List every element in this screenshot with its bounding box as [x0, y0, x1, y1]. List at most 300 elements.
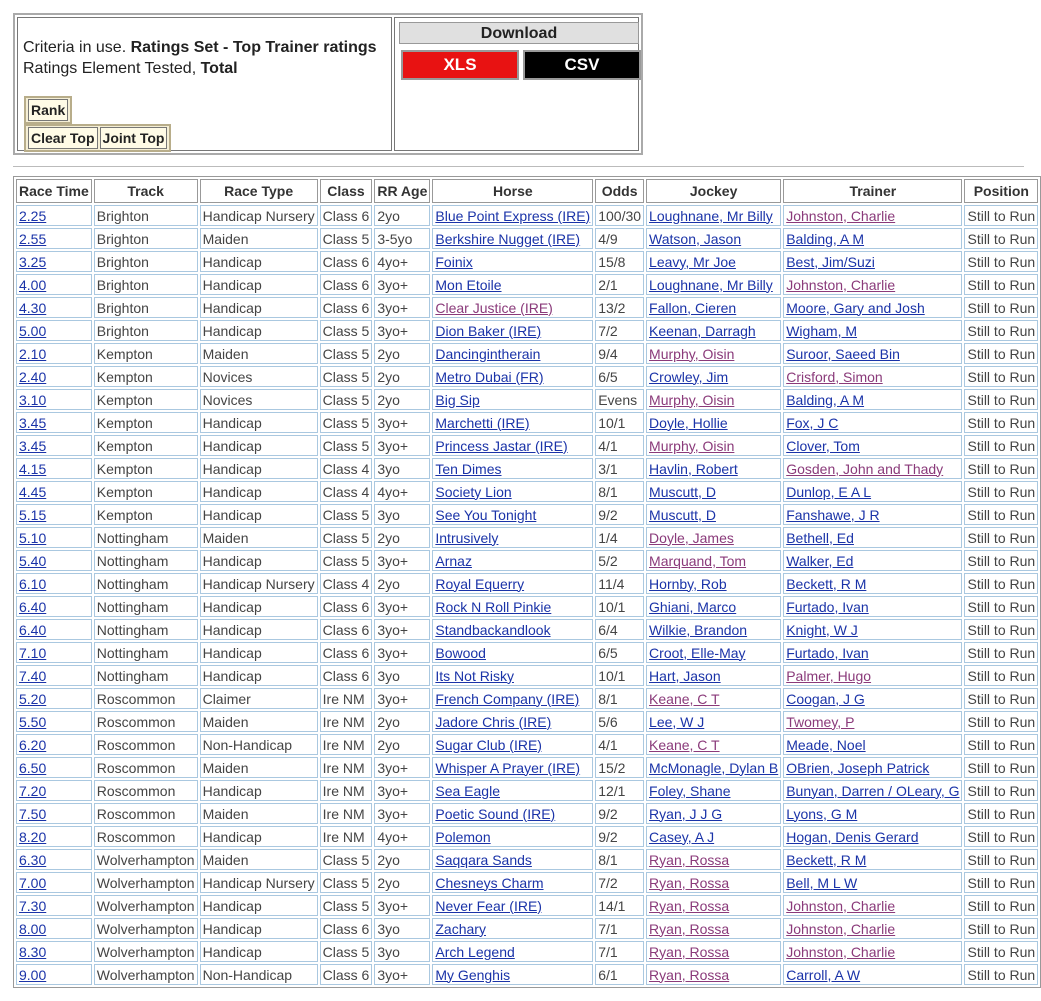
race-time-link[interactable]: 6.30: [19, 851, 47, 868]
rr-age-cell: 3-5yo: [374, 228, 430, 249]
position-cell: Still to Run: [964, 918, 1038, 939]
jockey-link[interactable]: Murphy, Oisin: [649, 437, 735, 454]
track-cell: Roscommon: [94, 780, 198, 801]
position-cell: Still to Run: [964, 872, 1038, 893]
race-type-cell: Handicap: [200, 251, 318, 272]
table-row: [16, 458, 1038, 479]
race-time-link[interactable]: 3.10: [19, 391, 47, 408]
race-time-link[interactable]: 6.10: [19, 575, 47, 592]
jockey-link[interactable]: Keane, C T: [649, 690, 720, 707]
race-time-link[interactable]: 2.25: [19, 207, 47, 224]
trainer-link[interactable]: Suroor, Saeed Bin: [786, 345, 900, 362]
col-race-type-header: Race Type: [200, 179, 318, 203]
jockey-link[interactable]: Keenan, Darragh: [649, 322, 756, 339]
race-type-cell: Non-Handicap: [200, 964, 318, 985]
track-cell: Wolverhampton: [94, 918, 198, 939]
jockey-link[interactable]: Muscutt, D: [649, 506, 716, 523]
odds-cell: 1/4: [595, 527, 644, 548]
horse-link[interactable]: My Genghis: [435, 966, 511, 983]
jockey-link[interactable]: Havlin, Robert: [649, 460, 738, 477]
trainer-cell: [783, 527, 962, 548]
race-type-cell: Handicap: [200, 274, 318, 295]
horse-link[interactable]: Big Sip: [435, 391, 480, 408]
horse-cell: [432, 757, 593, 778]
xls-download-button[interactable]: XLS: [401, 50, 519, 80]
table-row: [16, 895, 1038, 916]
trainer-link[interactable]: Clover, Tom: [786, 437, 860, 454]
class-cell: Ire NM: [320, 803, 373, 824]
jockey-link[interactable]: Muscutt, D: [649, 483, 716, 500]
odds-cell: 8/1: [595, 481, 644, 502]
race-time-cell: [16, 964, 92, 985]
trainer-cell: [783, 274, 962, 295]
horse-link[interactable]: Berkshire Nugget (IRE): [435, 230, 581, 247]
trainer-cell: [783, 481, 962, 502]
horse-link[interactable]: Clear Justice (IRE): [435, 299, 553, 316]
trainer-cell: [783, 573, 962, 594]
class-cell: Class 5: [320, 228, 373, 249]
horse-link[interactable]: Ten Dimes: [435, 460, 502, 477]
trainer-link[interactable]: Balding, A M: [786, 391, 865, 408]
jockey-link[interactable]: Fallon, Cieren: [649, 299, 737, 316]
joint-top-button[interactable]: Joint Top: [100, 127, 168, 149]
trainer-cell: [783, 849, 962, 870]
position-cell: Still to Run: [964, 205, 1038, 226]
race-time-link[interactable]: 3.45: [19, 414, 47, 431]
track-cell: Roscommon: [94, 711, 198, 732]
horse-link[interactable]: Metro Dubai (FR): [435, 368, 544, 385]
trainer-cell: [783, 205, 962, 226]
trainer-link[interactable]: Crisford, Simon: [786, 368, 883, 385]
class-cell: Class 5: [320, 435, 373, 456]
race-time-cell: [16, 527, 92, 548]
position-cell: Still to Run: [964, 596, 1038, 617]
position-cell: Still to Run: [964, 665, 1038, 686]
horse-link[interactable]: Intrusively: [435, 529, 499, 546]
trainer-cell: [783, 895, 962, 916]
jockey-cell: [646, 734, 781, 755]
trainer-link[interactable]: Moore, Gary and Josh: [786, 299, 925, 316]
race-time-link[interactable]: 5.10: [19, 529, 47, 546]
odds-cell: 4/1: [595, 435, 644, 456]
odds-cell: 8/1: [595, 849, 644, 870]
track-cell: Brighton: [94, 228, 198, 249]
top-filter-group: [24, 124, 171, 152]
horse-link[interactable]: Saqqara Sands: [435, 851, 532, 868]
horse-link[interactable]: Poetic Sound (IRE): [435, 805, 556, 822]
jockey-link[interactable]: Ryan, Rossa: [649, 874, 730, 891]
jockey-link[interactable]: McMonagle, Dylan B: [649, 759, 779, 776]
element-label: Ratings Element Tested,: [23, 60, 201, 77]
trainer-link[interactable]: Balding, A M: [786, 230, 865, 247]
horse-link[interactable]: Society Lion: [435, 483, 512, 500]
jockey-link[interactable]: Marquand, Tom: [649, 552, 747, 569]
horse-link[interactable]: Arnaz: [435, 552, 472, 569]
horse-cell: [432, 573, 593, 594]
race-type-cell: Handicap: [200, 504, 318, 525]
horse-cell: [432, 274, 593, 295]
table-row: [16, 872, 1038, 893]
rr-age-cell: 3yo+: [374, 757, 430, 778]
race-time-link[interactable]: 2.55: [19, 230, 47, 247]
race-type-cell: Handicap: [200, 435, 318, 456]
trainer-link[interactable]: Carroll, A W: [786, 966, 861, 983]
jockey-link[interactable]: Ryan, Rossa: [649, 851, 730, 868]
trainer-link[interactable]: Johnston, Charlie: [786, 920, 896, 937]
horse-link[interactable]: Rock N Roll Pinkie: [435, 598, 552, 615]
race-time-cell: [16, 274, 92, 295]
race-time-link[interactable]: 7.40: [19, 667, 47, 684]
race-type-cell: Novices: [200, 389, 318, 410]
race-time-cell: [16, 642, 92, 663]
race-time-link[interactable]: 7.30: [19, 897, 47, 914]
jockey-link[interactable]: Ryan, Rossa: [649, 966, 730, 983]
horse-link[interactable]: Marchetti (IRE): [435, 414, 530, 431]
rank-group: [24, 96, 72, 124]
trainer-link[interactable]: Furtado, Ivan: [786, 598, 869, 615]
trainer-link[interactable]: Hogan, Denis Gerard: [786, 828, 919, 845]
class-cell: Class 5: [320, 504, 373, 525]
jockey-cell: [646, 642, 781, 663]
race-type-cell: Maiden: [200, 711, 318, 732]
horse-cell: [432, 504, 593, 525]
trainer-cell: [783, 757, 962, 778]
table-row: [16, 642, 1038, 663]
race-time-link[interactable]: 3.45: [19, 437, 47, 454]
race-type-cell: Handicap: [200, 297, 318, 318]
trainer-cell: [783, 964, 962, 985]
race-type-cell: Handicap: [200, 941, 318, 962]
horse-cell: [432, 803, 593, 824]
trainer-link[interactable]: Coogan, J G: [786, 690, 865, 707]
rank-button[interactable]: Rank: [28, 99, 68, 121]
horse-cell: [432, 527, 593, 548]
jockey-link[interactable]: Hornby, Rob: [649, 575, 727, 592]
race-time-cell: [16, 826, 92, 847]
rr-age-cell: 3yo+: [374, 642, 430, 663]
race-time-link[interactable]: 9.00: [19, 966, 47, 983]
track-cell: Brighton: [94, 205, 198, 226]
race-time-link[interactable]: 4.00: [19, 276, 47, 293]
trainer-link[interactable]: Fox, J C: [786, 414, 839, 431]
trainer-cell: [783, 711, 962, 732]
jockey-link[interactable]: Lee, W J: [649, 713, 705, 730]
race-time-link[interactable]: 5.20: [19, 690, 47, 707]
race-type-cell: Handicap: [200, 665, 318, 686]
rr-age-cell: 2yo: [374, 343, 430, 364]
trainer-link[interactable]: Lyons, G M: [786, 805, 858, 822]
race-time-link[interactable]: 4.45: [19, 483, 47, 500]
odds-cell: 14/1: [595, 895, 644, 916]
jockey-link[interactable]: Ryan, J J G: [649, 805, 723, 822]
position-cell: Still to Run: [964, 343, 1038, 364]
horse-link[interactable]: Standbackandlook: [435, 621, 551, 638]
criteria-box: [17, 17, 392, 151]
table-row: [16, 573, 1038, 594]
horse-cell: [432, 251, 593, 272]
jockey-cell: [646, 872, 781, 893]
jockey-link[interactable]: Loughnane, Mr Billy: [649, 276, 773, 293]
table-row: [16, 619, 1038, 640]
trainer-link[interactable]: Bunyan, Darren / OLeary, G: [786, 782, 960, 799]
race-type-cell: Handicap Nursery: [200, 872, 318, 893]
jockey-link[interactable]: Casey, A J: [649, 828, 715, 845]
trainer-link[interactable]: Gosden, John and Thady: [786, 460, 944, 477]
table-row: [16, 918, 1038, 939]
odds-cell: 13/2: [595, 297, 644, 318]
jockey-link[interactable]: Ryan, Rossa: [649, 897, 730, 914]
position-cell: Still to Run: [964, 642, 1038, 663]
jockey-link[interactable]: Doyle, James: [649, 529, 734, 546]
jockey-cell: [646, 412, 781, 433]
trainer-link[interactable]: Walker, Ed: [786, 552, 854, 569]
horse-link[interactable]: Arch Legend: [435, 943, 515, 960]
jockey-cell: [646, 527, 781, 548]
table-row: [16, 596, 1038, 617]
class-cell: Class 6: [320, 596, 373, 617]
trainer-link[interactable]: Wigham, M: [786, 322, 858, 339]
track-cell: Roscommon: [94, 757, 198, 778]
trainer-cell: [783, 297, 962, 318]
odds-cell: 6/4: [595, 619, 644, 640]
horse-link[interactable]: Royal Equerry: [435, 575, 525, 592]
jockey-link[interactable]: Ryan, Rossa: [649, 920, 730, 937]
horse-link[interactable]: Chesneys Charm: [435, 874, 544, 891]
table-row: [16, 435, 1038, 456]
jockey-cell: [646, 941, 781, 962]
table-row: [16, 803, 1038, 824]
jockey-link[interactable]: Watson, Jason: [649, 230, 742, 247]
race-time-link[interactable]: 4.30: [19, 299, 47, 316]
jockey-cell: [646, 366, 781, 387]
trainer-link[interactable]: Beckett, R M: [786, 575, 867, 592]
odds-cell: 9/2: [595, 826, 644, 847]
col-trainer-header: Trainer: [783, 179, 962, 203]
horse-cell: [432, 711, 593, 732]
jockey-cell: [646, 320, 781, 341]
position-cell: Still to Run: [964, 803, 1038, 824]
trainer-link[interactable]: Twomey, P: [786, 713, 855, 730]
horse-link[interactable]: Mon Etoile: [435, 276, 502, 293]
jockey-link[interactable]: Foley, Shane: [649, 782, 731, 799]
trainer-link[interactable]: Johnston, Charlie: [786, 897, 896, 914]
trainer-cell: [783, 435, 962, 456]
class-cell: Ire NM: [320, 711, 373, 732]
trainer-cell: [783, 504, 962, 525]
race-time-link[interactable]: 6.40: [19, 598, 47, 615]
race-time-link[interactable]: 3.25: [19, 253, 47, 270]
trainer-link[interactable]: Fanshawe, J R: [786, 506, 880, 523]
trainer-cell: [783, 343, 962, 364]
trainer-link[interactable]: Beckett, R M: [786, 851, 867, 868]
table-body: [16, 205, 1038, 985]
table-row: [16, 366, 1038, 387]
odds-cell: 7/1: [595, 918, 644, 939]
race-type-cell: Handicap: [200, 412, 318, 433]
trainer-cell: [783, 803, 962, 824]
track-cell: Kempton: [94, 412, 198, 433]
clear-top-button[interactable]: Clear Top: [28, 127, 98, 149]
trainer-link[interactable]: Bethell, Ed: [786, 529, 854, 546]
trainer-link[interactable]: OBrien, Joseph Patrick: [786, 759, 930, 776]
criteria-label: Criteria in use.: [23, 39, 131, 56]
position-cell: Still to Run: [964, 435, 1038, 456]
odds-cell: 6/1: [595, 964, 644, 985]
race-time-link[interactable]: 7.10: [19, 644, 47, 661]
race-time-link[interactable]: 6.50: [19, 759, 47, 776]
race-time-link[interactable]: 6.20: [19, 736, 47, 753]
race-time-link[interactable]: 5.15: [19, 506, 47, 523]
trainer-link[interactable]: Meade, Noel: [786, 736, 866, 753]
position-cell: Still to Run: [964, 734, 1038, 755]
jockey-link[interactable]: Ryan, Rossa: [649, 943, 730, 960]
jockey-link[interactable]: Leavy, Mr Joe: [649, 253, 736, 270]
horse-link[interactable]: Zachary: [435, 920, 486, 937]
horse-link[interactable]: Blue Point Express (IRE): [435, 207, 591, 224]
table-header-row: [16, 179, 1038, 203]
trainer-link[interactable]: Johnston, Charlie: [786, 276, 896, 293]
horse-link[interactable]: Princess Jastar (IRE): [435, 437, 568, 454]
track-cell: Nottingham: [94, 596, 198, 617]
trainer-link[interactable]: Furtado, Ivan: [786, 644, 869, 661]
rr-age-cell: 2yo: [374, 849, 430, 870]
horse-link[interactable]: Never Fear (IRE): [435, 897, 542, 914]
horse-link[interactable]: See You Tonight: [435, 506, 537, 523]
table-row: [16, 297, 1038, 318]
trainer-link[interactable]: Best, Jim/Suzi: [786, 253, 875, 270]
race-time-cell: [16, 343, 92, 364]
class-cell: Class 4: [320, 481, 373, 502]
rr-age-cell: 3yo+: [374, 780, 430, 801]
class-cell: Class 5: [320, 366, 373, 387]
jockey-link[interactable]: Crowley, Jim: [649, 368, 729, 385]
rr-age-cell: 4yo+: [374, 251, 430, 272]
trainer-cell: [783, 251, 962, 272]
race-time-cell: [16, 458, 92, 479]
race-time-link[interactable]: 6.40: [19, 621, 47, 638]
race-time-link[interactable]: 8.00: [19, 920, 47, 937]
horse-link[interactable]: Whisper A Prayer (IRE): [435, 759, 581, 776]
download-title: Download: [399, 22, 639, 44]
horse-link[interactable]: Dancingintherain: [435, 345, 541, 362]
class-cell: Ire NM: [320, 688, 373, 709]
horse-cell: [432, 228, 593, 249]
horse-cell: [432, 205, 593, 226]
race-time-cell: [16, 849, 92, 870]
horse-link[interactable]: Polemon: [435, 828, 491, 845]
track-cell: Kempton: [94, 389, 198, 410]
position-cell: Still to Run: [964, 320, 1038, 341]
race-type-cell: Handicap: [200, 458, 318, 479]
position-cell: Still to Run: [964, 412, 1038, 433]
race-time-link[interactable]: 5.00: [19, 322, 47, 339]
horse-link[interactable]: Foinix: [435, 253, 473, 270]
jockey-link[interactable]: Croot, Elle-May: [649, 644, 746, 661]
race-time-cell: [16, 895, 92, 916]
table-row: [16, 504, 1038, 525]
rr-age-cell: 4yo+: [374, 826, 430, 847]
class-cell: Class 5: [320, 895, 373, 916]
race-time-link[interactable]: 7.50: [19, 805, 47, 822]
rr-age-cell: 3yo+: [374, 596, 430, 617]
csv-download-button[interactable]: CSV: [523, 50, 641, 80]
horse-link[interactable]: Dion Baker (IRE): [435, 322, 542, 339]
jockey-cell: [646, 343, 781, 364]
trainer-link[interactable]: Knight, W J: [786, 621, 858, 638]
race-type-cell: Handicap: [200, 320, 318, 341]
jockey-link[interactable]: Murphy, Oisin: [649, 345, 735, 362]
position-cell: Still to Run: [964, 826, 1038, 847]
race-time-cell: [16, 918, 92, 939]
trainer-link[interactable]: Johnston, Charlie: [786, 207, 896, 224]
col-race-time-header: Race Time: [16, 179, 92, 203]
race-time-link[interactable]: 2.10: [19, 345, 47, 362]
race-time-cell: [16, 297, 92, 318]
class-cell: Class 4: [320, 573, 373, 594]
race-time-link[interactable]: 8.30: [19, 943, 47, 960]
odds-cell: 10/1: [595, 596, 644, 617]
trainer-link[interactable]: Johnston, Charlie: [786, 943, 896, 960]
jockey-cell: [646, 251, 781, 272]
jockey-link[interactable]: Doyle, Hollie: [649, 414, 728, 431]
jockey-link[interactable]: Keane, C T: [649, 736, 720, 753]
jockey-link[interactable]: Murphy, Oisin: [649, 391, 735, 408]
jockey-cell: [646, 964, 781, 985]
horse-cell: [432, 688, 593, 709]
race-time-link[interactable]: 7.20: [19, 782, 47, 799]
horse-cell: [432, 596, 593, 617]
race-time-link[interactable]: 5.40: [19, 552, 47, 569]
col-class-header: Class: [320, 179, 373, 203]
track-cell: Roscommon: [94, 803, 198, 824]
jockey-link[interactable]: Ghiani, Marco: [649, 598, 737, 615]
horse-link[interactable]: French Company (IRE): [435, 690, 580, 707]
race-time-cell: [16, 228, 92, 249]
table-row: [16, 274, 1038, 295]
jockey-link[interactable]: Loughnane, Mr Billy: [649, 207, 773, 224]
trainer-link[interactable]: Bell, M L W: [786, 874, 858, 891]
horse-link[interactable]: Jadore Chris (IRE): [435, 713, 552, 730]
race-time-link[interactable]: 4.15: [19, 460, 47, 477]
rr-age-cell: 3yo: [374, 665, 430, 686]
rr-age-cell: 3yo: [374, 504, 430, 525]
position-cell: Still to Run: [964, 895, 1038, 916]
jockey-cell: [646, 849, 781, 870]
race-time-link[interactable]: 5.50: [19, 713, 47, 730]
jockey-link[interactable]: Wilkie, Brandon: [649, 621, 748, 638]
rr-age-cell: 3yo+: [374, 412, 430, 433]
trainer-link[interactable]: Palmer, Hugo: [786, 667, 872, 684]
position-cell: Still to Run: [964, 297, 1038, 318]
jockey-link[interactable]: Hart, Jason: [649, 667, 721, 684]
trainer-link[interactable]: Dunlop, E A L: [786, 483, 872, 500]
jockey-cell: [646, 803, 781, 824]
position-cell: Still to Run: [964, 964, 1038, 985]
race-time-link[interactable]: 2.40: [19, 368, 47, 385]
race-time-link[interactable]: 7.00: [19, 874, 47, 891]
rr-age-cell: 3yo: [374, 941, 430, 962]
race-time-link[interactable]: 8.20: [19, 828, 47, 845]
horse-link[interactable]: Bowood: [435, 644, 486, 661]
horse-link[interactable]: Sea Eagle: [435, 782, 500, 799]
race-time-cell: [16, 803, 92, 824]
horse-cell: [432, 481, 593, 502]
horse-link[interactable]: Its Not Risky: [435, 667, 514, 684]
class-cell: Ire NM: [320, 757, 373, 778]
element-value: Total: [200, 60, 238, 77]
class-cell: Class 5: [320, 320, 373, 341]
horse-link[interactable]: Sugar Club (IRE): [435, 736, 542, 753]
